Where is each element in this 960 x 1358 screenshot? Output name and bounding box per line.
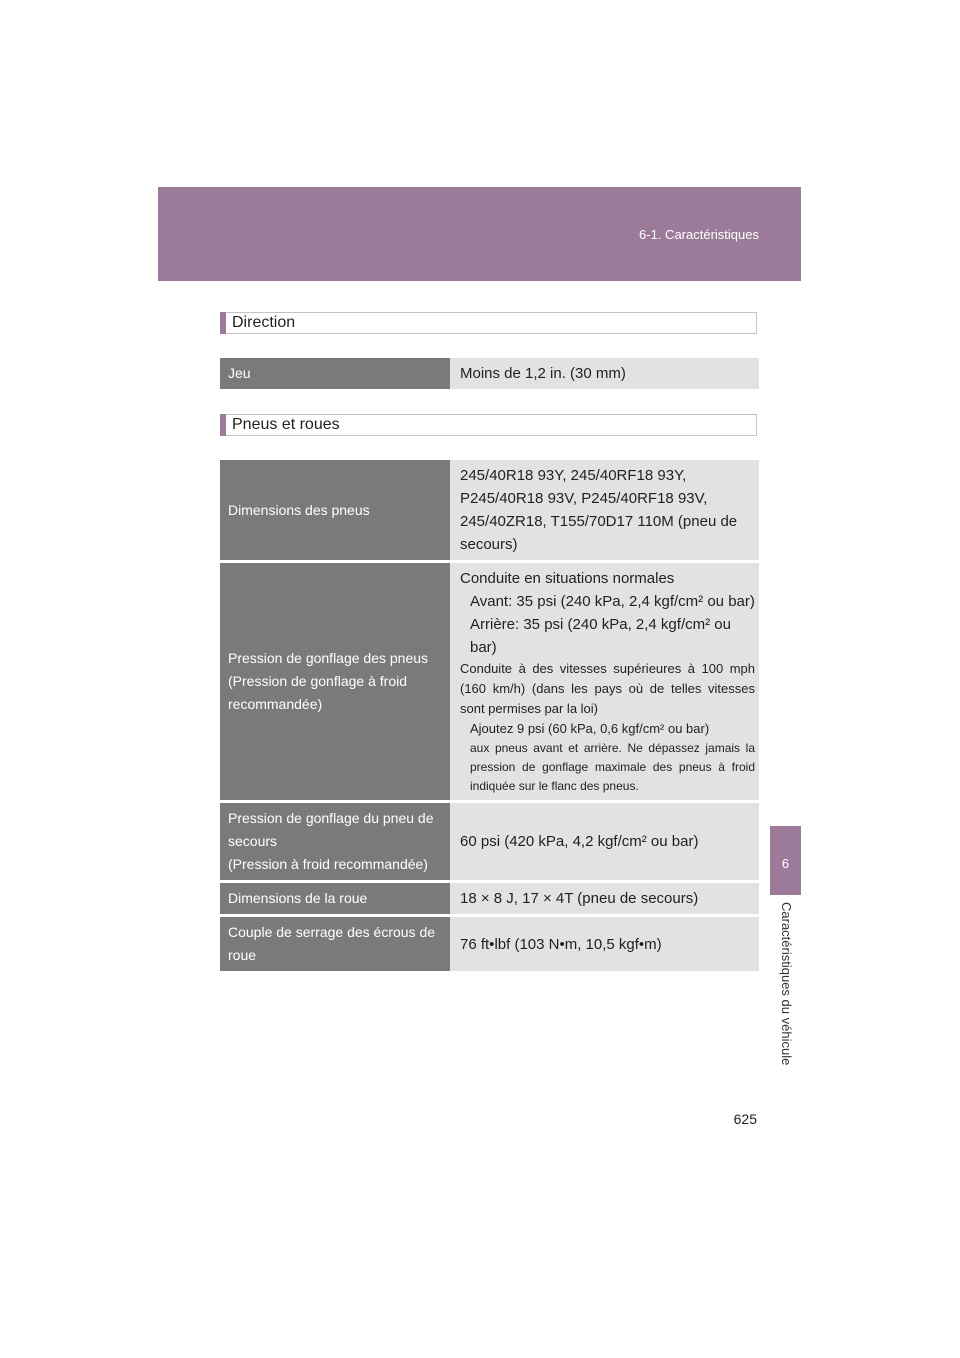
chapter-tab (770, 826, 801, 895)
table-row (220, 802, 759, 882)
section-title-text: Direction (232, 314, 296, 331)
section-title-direction (220, 312, 757, 334)
pressure-label: Pression de gonflage des pneus (228, 650, 429, 666)
section-accent-bar (220, 414, 226, 436)
header-band (158, 187, 801, 281)
spec-label: Dimensions de la roue (220, 882, 450, 916)
spare-pressure-label: Pression de gonflage du pneu de secours (228, 810, 434, 849)
high-speed-title: Conduite à des vitesses supérieures à 100 mph (160 km/h) (dans les pays où de telles vitesses sont permises par la loi) (460, 661, 755, 716)
spec-label (220, 562, 450, 802)
spec-value: 60 psi (420 kPa, 4,2 kgf/cm² ou bar) (450, 802, 759, 882)
chapter-number: 6 (781, 856, 790, 871)
spec-value: 245/40R18 93Y, 245/40RF18 93Y, P245/40R18 93V, P245/40RF18 93V, 245/40ZR18, T155/70D17 110M (pneu de secours) (450, 460, 759, 562)
spec-value: 18 × 8 J, 17 × 4T (pneu de secours) (450, 882, 759, 916)
section-title-tires (220, 414, 757, 436)
direction-table (220, 358, 759, 389)
spec-label: Dimensions des pneus (220, 460, 450, 562)
table-row (220, 562, 759, 802)
table-row (220, 358, 759, 389)
spec-label (220, 802, 450, 882)
high-speed-add: Ajoutez 9 psi (60 kPa, 0,6 kgf/cm² ou bar) (470, 721, 710, 736)
table-row (220, 882, 759, 916)
pressure-label-note: (Pression de gonflage à froid recommandée) (228, 673, 407, 712)
section-title-text: Pneus et roues (232, 416, 340, 433)
table-row (220, 916, 759, 972)
spare-pressure-label-note: (Pression à froid recommandée) (228, 856, 428, 872)
chapter-label: Caractéristiques du véhicule (779, 902, 794, 1066)
spec-label: Jeu (220, 358, 450, 389)
page-number: 625 (733, 1111, 757, 1127)
high-speed-note: aux pneus avant et arrière. Ne dépassez jamais la pression de gonflage maximale des pneus à froid indiquée sur le flanc des pneus. (470, 741, 755, 793)
tires-table (220, 460, 759, 971)
spec-value: 76 ft•lbf (103 N•m, 10,5 kgf•m) (450, 916, 759, 972)
rear-pressure: Arrière: 35 psi (240 kPa, 2,4 kgf/cm² ou bar) (470, 616, 731, 656)
normal-driving-title: Conduite en situations normales (460, 570, 675, 587)
spec-value: Moins de 1,2 in. (30 mm) (450, 358, 759, 389)
spec-value (450, 562, 759, 802)
table-row (220, 460, 759, 562)
section-accent-bar (220, 312, 226, 334)
spec-label: Couple de serrage des écrous de roue (220, 916, 450, 972)
section-header: 6-1. Caractéristiques (639, 227, 759, 242)
front-pressure: Avant: 35 psi (240 kPa, 2,4 kgf/cm² ou bar) (470, 593, 755, 610)
